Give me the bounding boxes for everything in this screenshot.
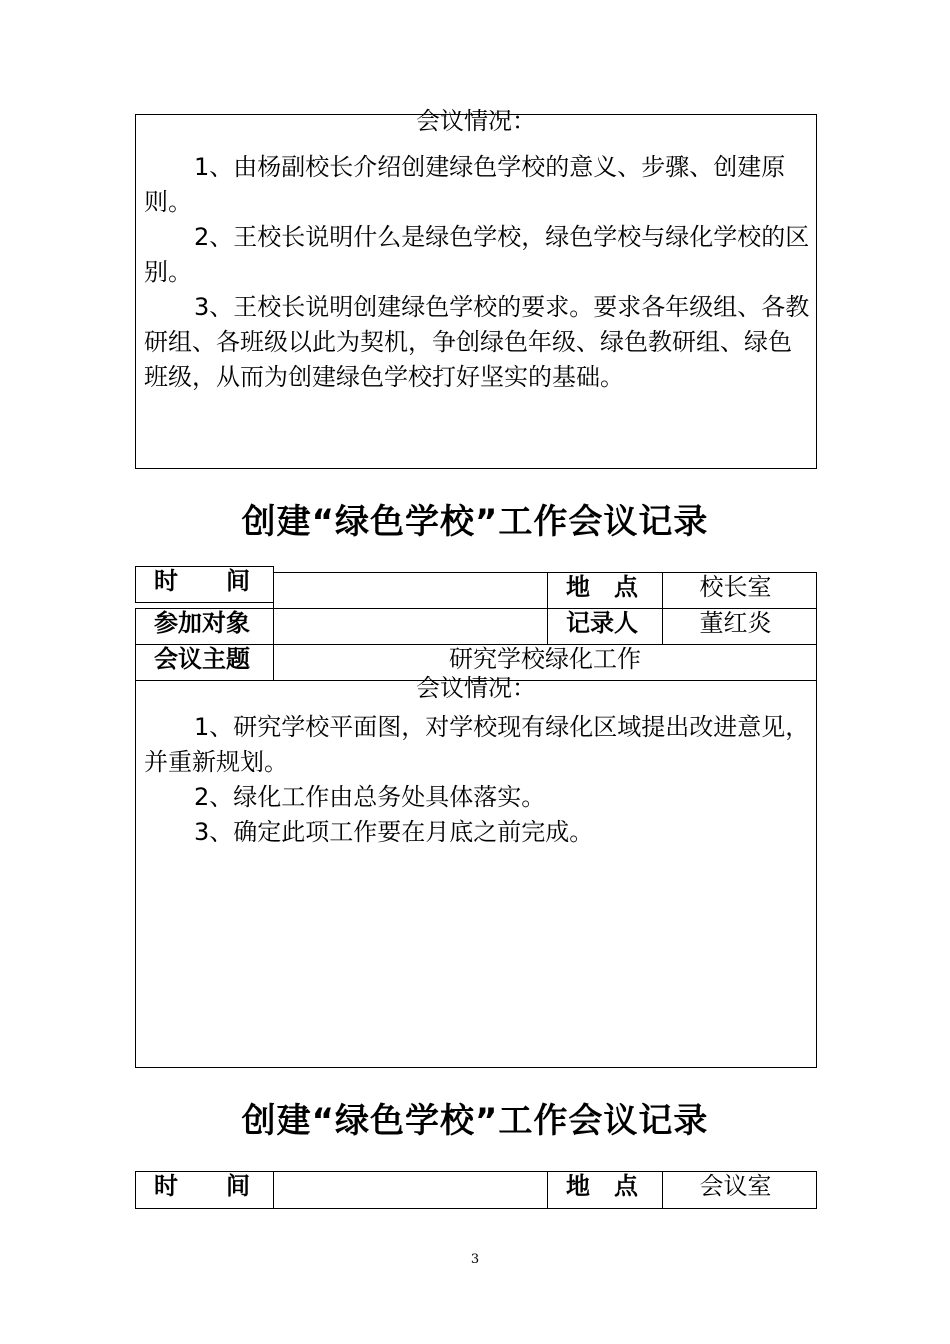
time-label: 时 间 <box>135 566 274 603</box>
time-value <box>273 572 548 609</box>
meeting-content-box-1 <box>135 107 817 469</box>
meeting-content-box-2 <box>135 674 817 1068</box>
content-paragraph: 3、王校长说明创建绿色学校的要求。要求各年级组、各教研组、各班级以此为契机，争创绿色年级、绿色教研组、绿色班级，从而为创建绿色学校打好坚实的基础。 <box>144 293 810 391</box>
recorder-label: 记录人 <box>547 608 663 645</box>
place-value: 校长室 <box>662 572 817 609</box>
content-paragraph: 2、王校长说明什么是绿色学校，绿色学校与绿化学校的区别。 <box>144 223 810 286</box>
place-label: 地 点 <box>547 1171 663 1209</box>
time-label: 时 间 <box>135 1171 274 1209</box>
place-label: 地 点 <box>547 572 663 609</box>
record-title: 创建“绿色学校”工作会议记录 <box>241 1101 709 1141</box>
content-paragraph: 1、研究学校平面图，对学校现有绿化区域提出改进意见，并重新规划。 <box>144 713 810 776</box>
attendees-label: 参加对象 <box>135 608 274 645</box>
recorder-value: 董红炎 <box>662 608 817 645</box>
content-heading: 会议情况： <box>416 674 536 702</box>
content-heading: 会议情况： <box>416 107 536 135</box>
time-value <box>273 1171 548 1209</box>
content-paragraph: 3、确定此项工作要在月底之前完成。 <box>194 818 594 846</box>
record-title: 创建“绿色学校”工作会议记录 <box>241 502 709 542</box>
content-paragraph: 2、绿化工作由总务处具体落实。 <box>194 783 546 811</box>
page-number: 3 <box>470 1252 480 1267</box>
topic-value: 研究学校绿化工作 <box>273 644 817 681</box>
content-paragraph: 1、由杨副校长介绍创建绿色学校的意义、步骤、创建原则。 <box>144 153 786 216</box>
attendees-value <box>273 608 548 645</box>
place-value: 会议室 <box>662 1171 817 1209</box>
topic-label: 会议主题 <box>135 644 274 681</box>
